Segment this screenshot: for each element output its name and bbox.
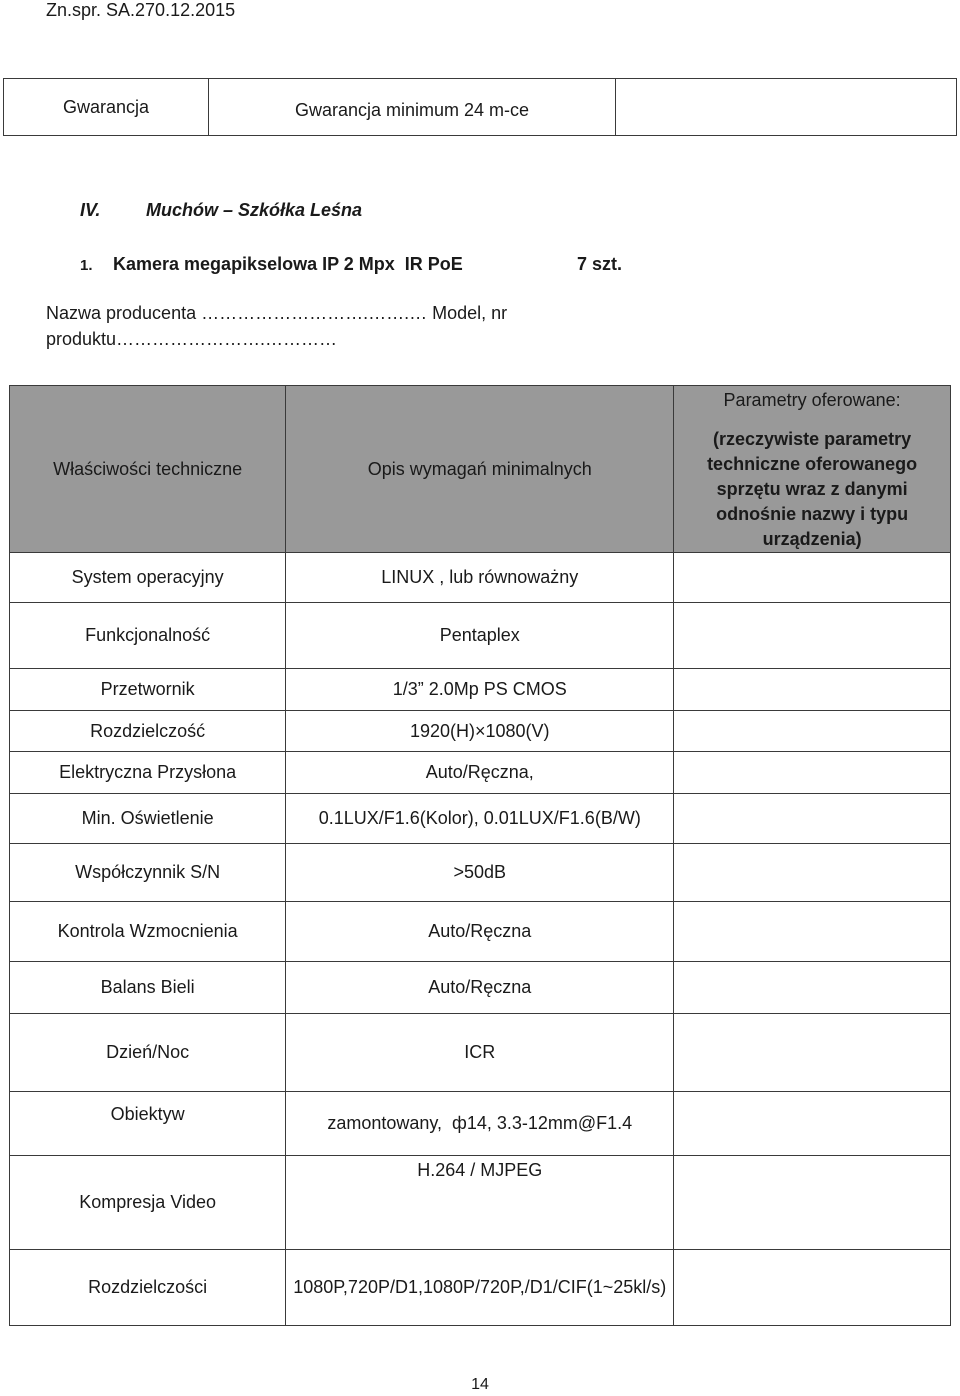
spec-requirement: H.264 / MJPEG: [286, 1156, 674, 1250]
spec-row: [10, 844, 951, 902]
spec-row: [10, 669, 951, 711]
spec-row: [10, 902, 951, 962]
spec-property: Elektryczna Przysłona: [10, 752, 286, 794]
header-requirements: Opis wymagań minimalnych: [286, 386, 674, 553]
item-name: Kamera megapikselowa IP 2 Mpx IR PoE: [113, 254, 463, 274]
warranty-offered[interactable]: [616, 79, 957, 136]
spec-property: Przetwornik: [10, 669, 286, 711]
section-number: IV.: [80, 200, 101, 220]
spec-property: Min. Oświetlenie: [10, 794, 286, 844]
spec-requirement: LINUX , lub równoważny: [286, 553, 674, 603]
spec-property: Rozdzielczość: [10, 711, 286, 752]
warranty-table: [3, 78, 957, 136]
spec-requirement: 1920(H)×1080(V): [286, 711, 674, 752]
spec-requirement: Auto/Ręczna: [286, 902, 674, 962]
warranty-value: Gwarancja minimum 24 m-ce: [209, 79, 616, 136]
spec-offered-cell[interactable]: [674, 1092, 951, 1156]
header-properties: Właściwości techniczne: [10, 386, 286, 553]
item-heading: [80, 254, 623, 275]
spec-row: [10, 711, 951, 752]
section-title: Muchów – Szkółka Leśna: [146, 200, 363, 220]
spec-requirement: zamontowany, ф14, 3.3-12mm@F1.4: [286, 1092, 674, 1156]
spec-property: Współczynnik S/N: [10, 844, 286, 902]
spec-row: [10, 794, 951, 844]
spec-offered-cell[interactable]: [674, 553, 951, 603]
spec-offered-cell[interactable]: [674, 603, 951, 669]
spec-property: Dzień/Noc: [10, 1014, 286, 1092]
page-number: 14: [471, 1376, 489, 1393]
spec-offered-cell[interactable]: [674, 711, 951, 752]
spec-row: [10, 1156, 951, 1250]
header-offered-note: (rzeczywiste parametry techniczne oferowanego sprzętu wraz z danymi odnośnie nazwy i typu urządzenia): [707, 429, 918, 549]
spec-property: System operacyjny: [10, 553, 286, 603]
spec-row: [10, 1092, 951, 1156]
header-offered-title: Parametry oferowane:: [723, 390, 901, 410]
spec-header-row: [10, 386, 951, 553]
spec-requirement: 1080P,720P/D1,1080P/720P,/D1/CIF(1~25kl/s): [286, 1250, 674, 1326]
spec-row: [10, 553, 951, 603]
spec-offered-cell[interactable]: [674, 902, 951, 962]
spec-property: Obiektyw: [10, 1092, 286, 1156]
spec-requirement: Pentaplex: [286, 603, 674, 669]
warranty-label: Gwarancja: [4, 79, 209, 136]
warranty-row: [4, 79, 957, 136]
spec-property: Rozdzielczości: [10, 1250, 286, 1326]
spec-requirement: ICR: [286, 1014, 674, 1092]
spec-row: [10, 962, 951, 1014]
spec-offered-cell[interactable]: [674, 794, 951, 844]
spec-requirement: Auto/Ręczna: [286, 962, 674, 1014]
producer-line-1: Nazwa producenta ……………………….…….… Model, nr: [46, 303, 508, 323]
item-quantity: 7 szt.: [577, 254, 623, 274]
spec-row: [10, 752, 951, 794]
spec-requirement: 0.1LUX/F1.6(Kolor), 0.01LUX/F1.6(B/W): [286, 794, 674, 844]
spec-requirement: 1/3” 2.0Mp PS CMOS: [286, 669, 674, 711]
spec-requirement: >50dB: [286, 844, 674, 902]
spec-row: [10, 1014, 951, 1092]
spec-offered-cell[interactable]: [674, 962, 951, 1014]
spec-property: Kompresja Video: [10, 1156, 286, 1250]
spec-row: [10, 603, 951, 669]
section-heading: [80, 200, 362, 221]
spec-row: [10, 1250, 951, 1326]
spec-property: Kontrola Wzmocnienia: [10, 902, 286, 962]
spec-offered-cell[interactable]: [674, 669, 951, 711]
document-reference: Zn.spr. SA.270.12.2015: [46, 0, 236, 20]
spec-property: Balans Bieli: [10, 962, 286, 1014]
producer-line-2: produktu…………………….…………: [46, 329, 338, 349]
spec-property: Funkcjonalność: [10, 603, 286, 669]
spec-offered-cell[interactable]: [674, 1250, 951, 1326]
spec-requirement: Auto/Ręczna,: [286, 752, 674, 794]
spec-offered-cell[interactable]: [674, 844, 951, 902]
item-number: 1.: [80, 257, 93, 274]
spec-offered-cell[interactable]: [674, 1156, 951, 1250]
producer-model-line[interactable]: [46, 300, 746, 352]
header-offered: [674, 386, 951, 553]
spec-offered-cell[interactable]: [674, 1014, 951, 1092]
spec-table: [9, 385, 951, 1326]
spec-offered-cell[interactable]: [674, 752, 951, 794]
